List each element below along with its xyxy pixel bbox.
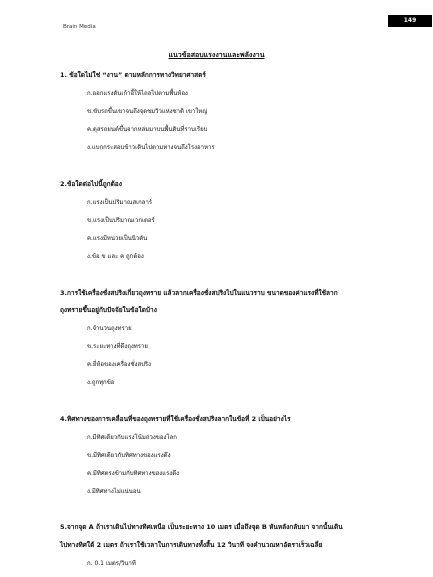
question-5-option-a: ก. 0.1 เมตร/วินาที [87,560,136,567]
question-5: 5.จากจุด A ถ้าเราเดินไปทางทิศเหนือ เป็นระยะทาง 10 เมตร เมื่อถึงจุด B หันหลังกลับมา จากนั้นเดิน [60,523,343,531]
question-4: 4.ทิศทางของการเคลื่อนที่ของถุงทรายที่ใช้เครื่องชั่งสปริงลากในข้อที่ 2 เป็นอย่างไร [60,415,291,423]
question-3-option-c: ค.ยี่ห้อของเครื่องชั่งสปริง [87,361,152,368]
question-4-option-c: ค.มีทิศตรงข้ามกับทิศทางของแรงดึง [87,470,180,477]
question-1-option-a: ก.ออกแรงดันเก้าอี้ให้ไถลไปตามพื้นห้อง [87,90,188,97]
question-1-option-c: ค.ดุสรถยนต์ขึ้นจากหล่มมาบนพื้นดินที่ราบเรียบ [87,126,208,133]
question-2-option-c: ค.แรงมีหน่วยเป็นนิวตัน [87,235,148,242]
question-2: 2.ข้อใดต่อไปนี้ถูกต้อง [60,180,122,188]
question-4-option-d: ง.มีทิศทางไม่แน่นอน [87,488,141,495]
question-3-line-2: ถุงทรายขึ้นอยู่กับปัจจัยในข้อใดบ้าง [60,306,157,314]
page-title: แนวข้อสอบแรงงานและพลังงาน [168,51,265,59]
question-1-option-b: ข.ขับรถขึ้นเขาจนถึงจุดชมวิวแห่งชาติ เขาใหญ่ [87,108,208,115]
question-1-option-d: ง.แบกกระสอบข้าวเดินไปตามทางจนถึงโรงอาหาร [87,144,215,151]
brand-label: Brain Media [63,24,96,30]
question-2-option-b: ข.แรงเป็นปริมาณเวกเตอร์ [87,217,155,224]
question-3: 3.การใช้เครื่องชั่งสปริงเกี่ยวถุงทราย แล้วลากเครื่องชั่งสปริงไปในแนวราบ ขนาดของค่าแรงที่ใช้ลาก [60,289,338,297]
question-5-line-2: ไปทางทิศใต้ 2 เมตร ถ้าเราใช้เวลาในการเดินทางทั้งสิ้น 12 วินาที จงคำนวณหาอัตราเร็วเฉลี่ย [60,541,323,549]
question-2-option-a: ก.แรงเป็นปริมาณสเกลาร์ [87,199,153,206]
question-4-option-b: ข.มีทิศเดียวกับทิศทางของแรงดึง [87,452,171,459]
page-number-badge: 149 [388,15,432,27]
question-3-option-a: ก.จำนวนถุงทราย [87,325,132,332]
question-3-option-d: ง.ถูกทุกข้อ [87,379,115,386]
question-1: 1. ข้อใดไม่ใช่ “งาน” ตามหลักการทางวิทยาศาสตร์ [60,71,206,79]
question-4-option-a: ก.มีทิศเดียวกับแรงโน้มถ่วงของโลก [87,434,177,441]
question-2-option-d: ง.ข้อ ข และ ค ถูกต้อง [87,253,144,260]
question-3-option-b: ข.ระยะทางที่ดึงถุงทราย [87,343,148,350]
